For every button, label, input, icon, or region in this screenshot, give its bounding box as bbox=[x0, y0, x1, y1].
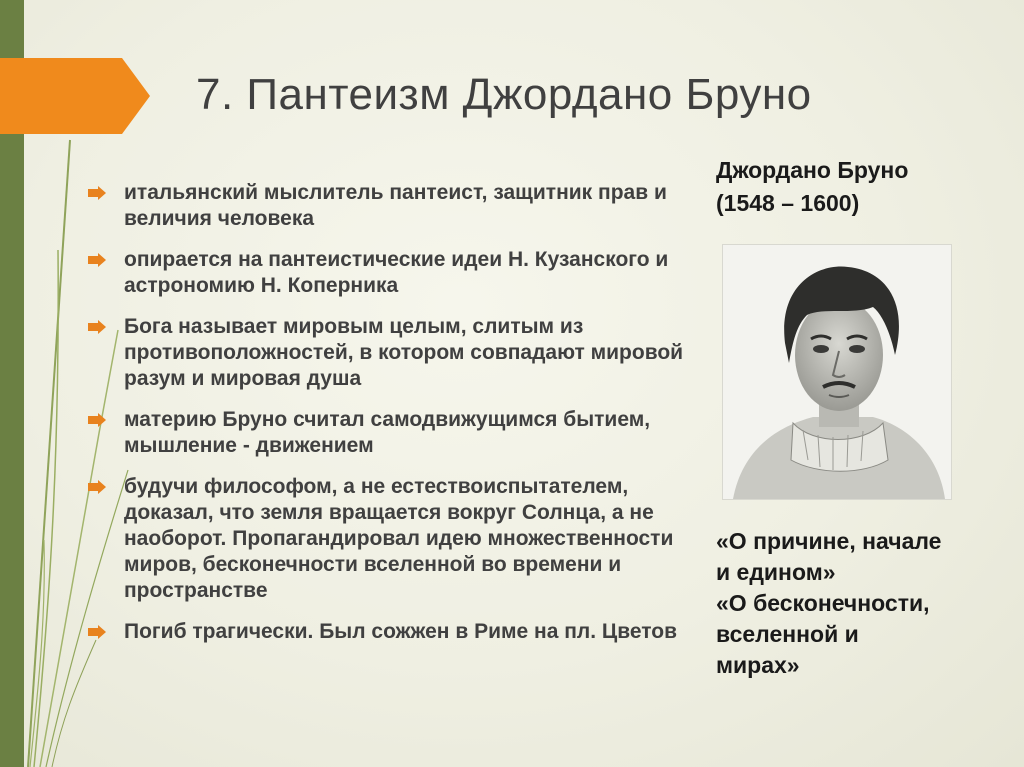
portrait-caption bbox=[716, 154, 966, 220]
works-list bbox=[716, 526, 1006, 681]
portrait-name: Джордано Бруно bbox=[716, 157, 909, 183]
bullet-list bbox=[88, 180, 698, 660]
bullet-arrow-icon bbox=[88, 413, 106, 427]
bullet-arrow-icon bbox=[88, 625, 106, 639]
title-accent-arrow bbox=[0, 58, 150, 134]
bullet-text: Погиб трагически. Был сожжен в Риме на пл. Цветов bbox=[124, 620, 678, 643]
bullet-item bbox=[88, 247, 698, 299]
bullet-text: итальянский мыслитель пантеист, защитник прав и величия человека bbox=[124, 181, 667, 230]
bullet-arrow-icon bbox=[88, 186, 106, 200]
slide-title: 7. Пантеизм Джордано Бруно bbox=[196, 70, 812, 119]
portrait-years: (1548 – 1600) bbox=[716, 190, 860, 216]
bullet-arrow-icon bbox=[88, 320, 106, 334]
bullet-item bbox=[88, 314, 698, 392]
bullet-item bbox=[88, 180, 698, 232]
bullet-item bbox=[88, 407, 698, 459]
work-title: «О причине, начале и едином» bbox=[716, 528, 942, 585]
bullet-arrow-icon bbox=[88, 253, 106, 267]
portrait-image bbox=[722, 244, 952, 500]
bullet-text: опирается на пантеистические идеи Н. Кузанского и астрономию Н. Коперника bbox=[124, 248, 669, 297]
bullet-item bbox=[88, 619, 698, 645]
bullet-item bbox=[88, 474, 698, 604]
bullet-text: будучи философом, а не естествоиспытателем, доказал, что земля вращается вокруг Солнца, а не наоборот. Пропагандировал идею множественности миров, бесконечности вселенной во времени и пространстве bbox=[124, 475, 674, 602]
portrait-drawing bbox=[723, 245, 951, 499]
bullet-text: материю Бруно считал самодвижущимся бытием, мышление - движением bbox=[124, 408, 651, 457]
bullet-arrow-icon bbox=[88, 480, 106, 494]
work-title: «О бесконечности, вселенной и мирах» bbox=[716, 590, 930, 678]
bullet-text: Бога называет мировым целым, слитым из противоположностей, в котором совпадают мировой разум и мировая душа bbox=[124, 315, 684, 390]
